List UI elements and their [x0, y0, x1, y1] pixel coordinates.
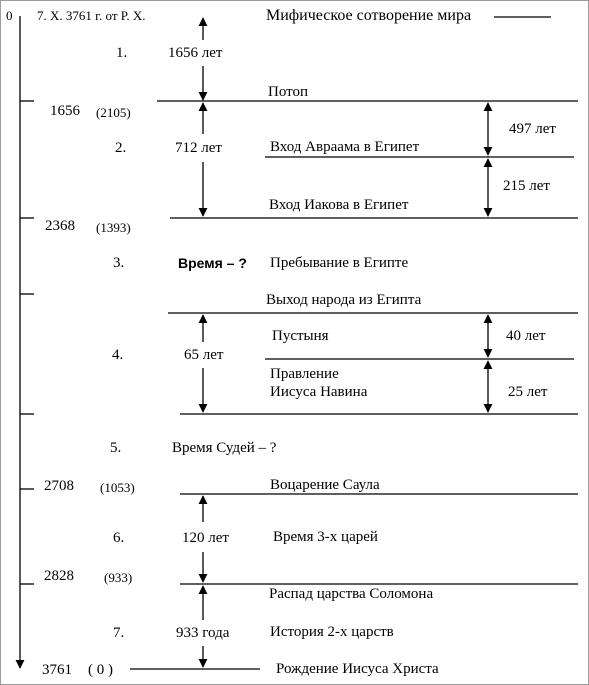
event-joshua-line2: Иисуса Навина [270, 384, 368, 400]
event-joshua-line1: Правление [270, 366, 339, 382]
span-25: 25 лет [508, 384, 548, 400]
event-jacob: Вход Иакова в Египет [269, 197, 409, 213]
date-bc: (933) [104, 570, 133, 585]
event-sojourn: Пребывание в Египте [270, 255, 409, 271]
event-creation: Мифическое сотворение мира [266, 7, 472, 24]
event-saul: Воцарение Саула [270, 477, 380, 493]
span-215: 215 лет [503, 178, 550, 194]
axis-start-label: 7. X. 3761 г. от Р. Х. [37, 8, 146, 23]
period-duration: 120 лет [182, 530, 229, 546]
event-jesus: Рождение Иисуса Христа [276, 661, 439, 677]
event-division: Распад царства Соломона [269, 586, 434, 602]
period-number: 7. [113, 625, 125, 641]
event-exodus: Выход народа из Египта [266, 292, 422, 308]
period-number: 3. [113, 255, 125, 271]
date-year: 2828 [44, 568, 74, 584]
axis-zero-label: 0 [6, 8, 13, 23]
period-duration: 933 года [176, 625, 230, 641]
period-number: 2. [115, 140, 127, 156]
period-duration: 1656 лет [168, 45, 223, 61]
span-497: 497 лет [509, 121, 556, 137]
date-bc: (2105) [96, 105, 131, 120]
date-year: 3761 [42, 662, 72, 678]
period-duration: Время – ? [178, 255, 247, 271]
event-three-kings: Время 3-х царей [273, 529, 378, 545]
period-number: 5. [110, 440, 122, 456]
event-two-kingdoms: История 2-х царств [270, 624, 394, 640]
date-year: 1656 [50, 103, 80, 119]
period-duration: 65 лет [184, 347, 224, 363]
date-bc: (1053) [100, 480, 135, 495]
period-number: 4. [112, 347, 124, 363]
date-bc: ( 0 ) [88, 662, 113, 678]
date-year: 2368 [45, 218, 75, 234]
date-bc: (1393) [96, 220, 131, 235]
event-desert: Пустыня [272, 328, 329, 344]
span-40: 40 лет [506, 328, 546, 344]
period-number: 1. [116, 45, 128, 61]
period-number: 6. [113, 530, 125, 546]
period-duration: Время Судей – ? [172, 440, 277, 456]
event-abraham: Вход Авраама в Египет [270, 139, 420, 155]
event-flood: Потоп [268, 84, 309, 100]
period-duration: 712 лет [175, 140, 222, 156]
date-year: 2708 [44, 478, 74, 494]
